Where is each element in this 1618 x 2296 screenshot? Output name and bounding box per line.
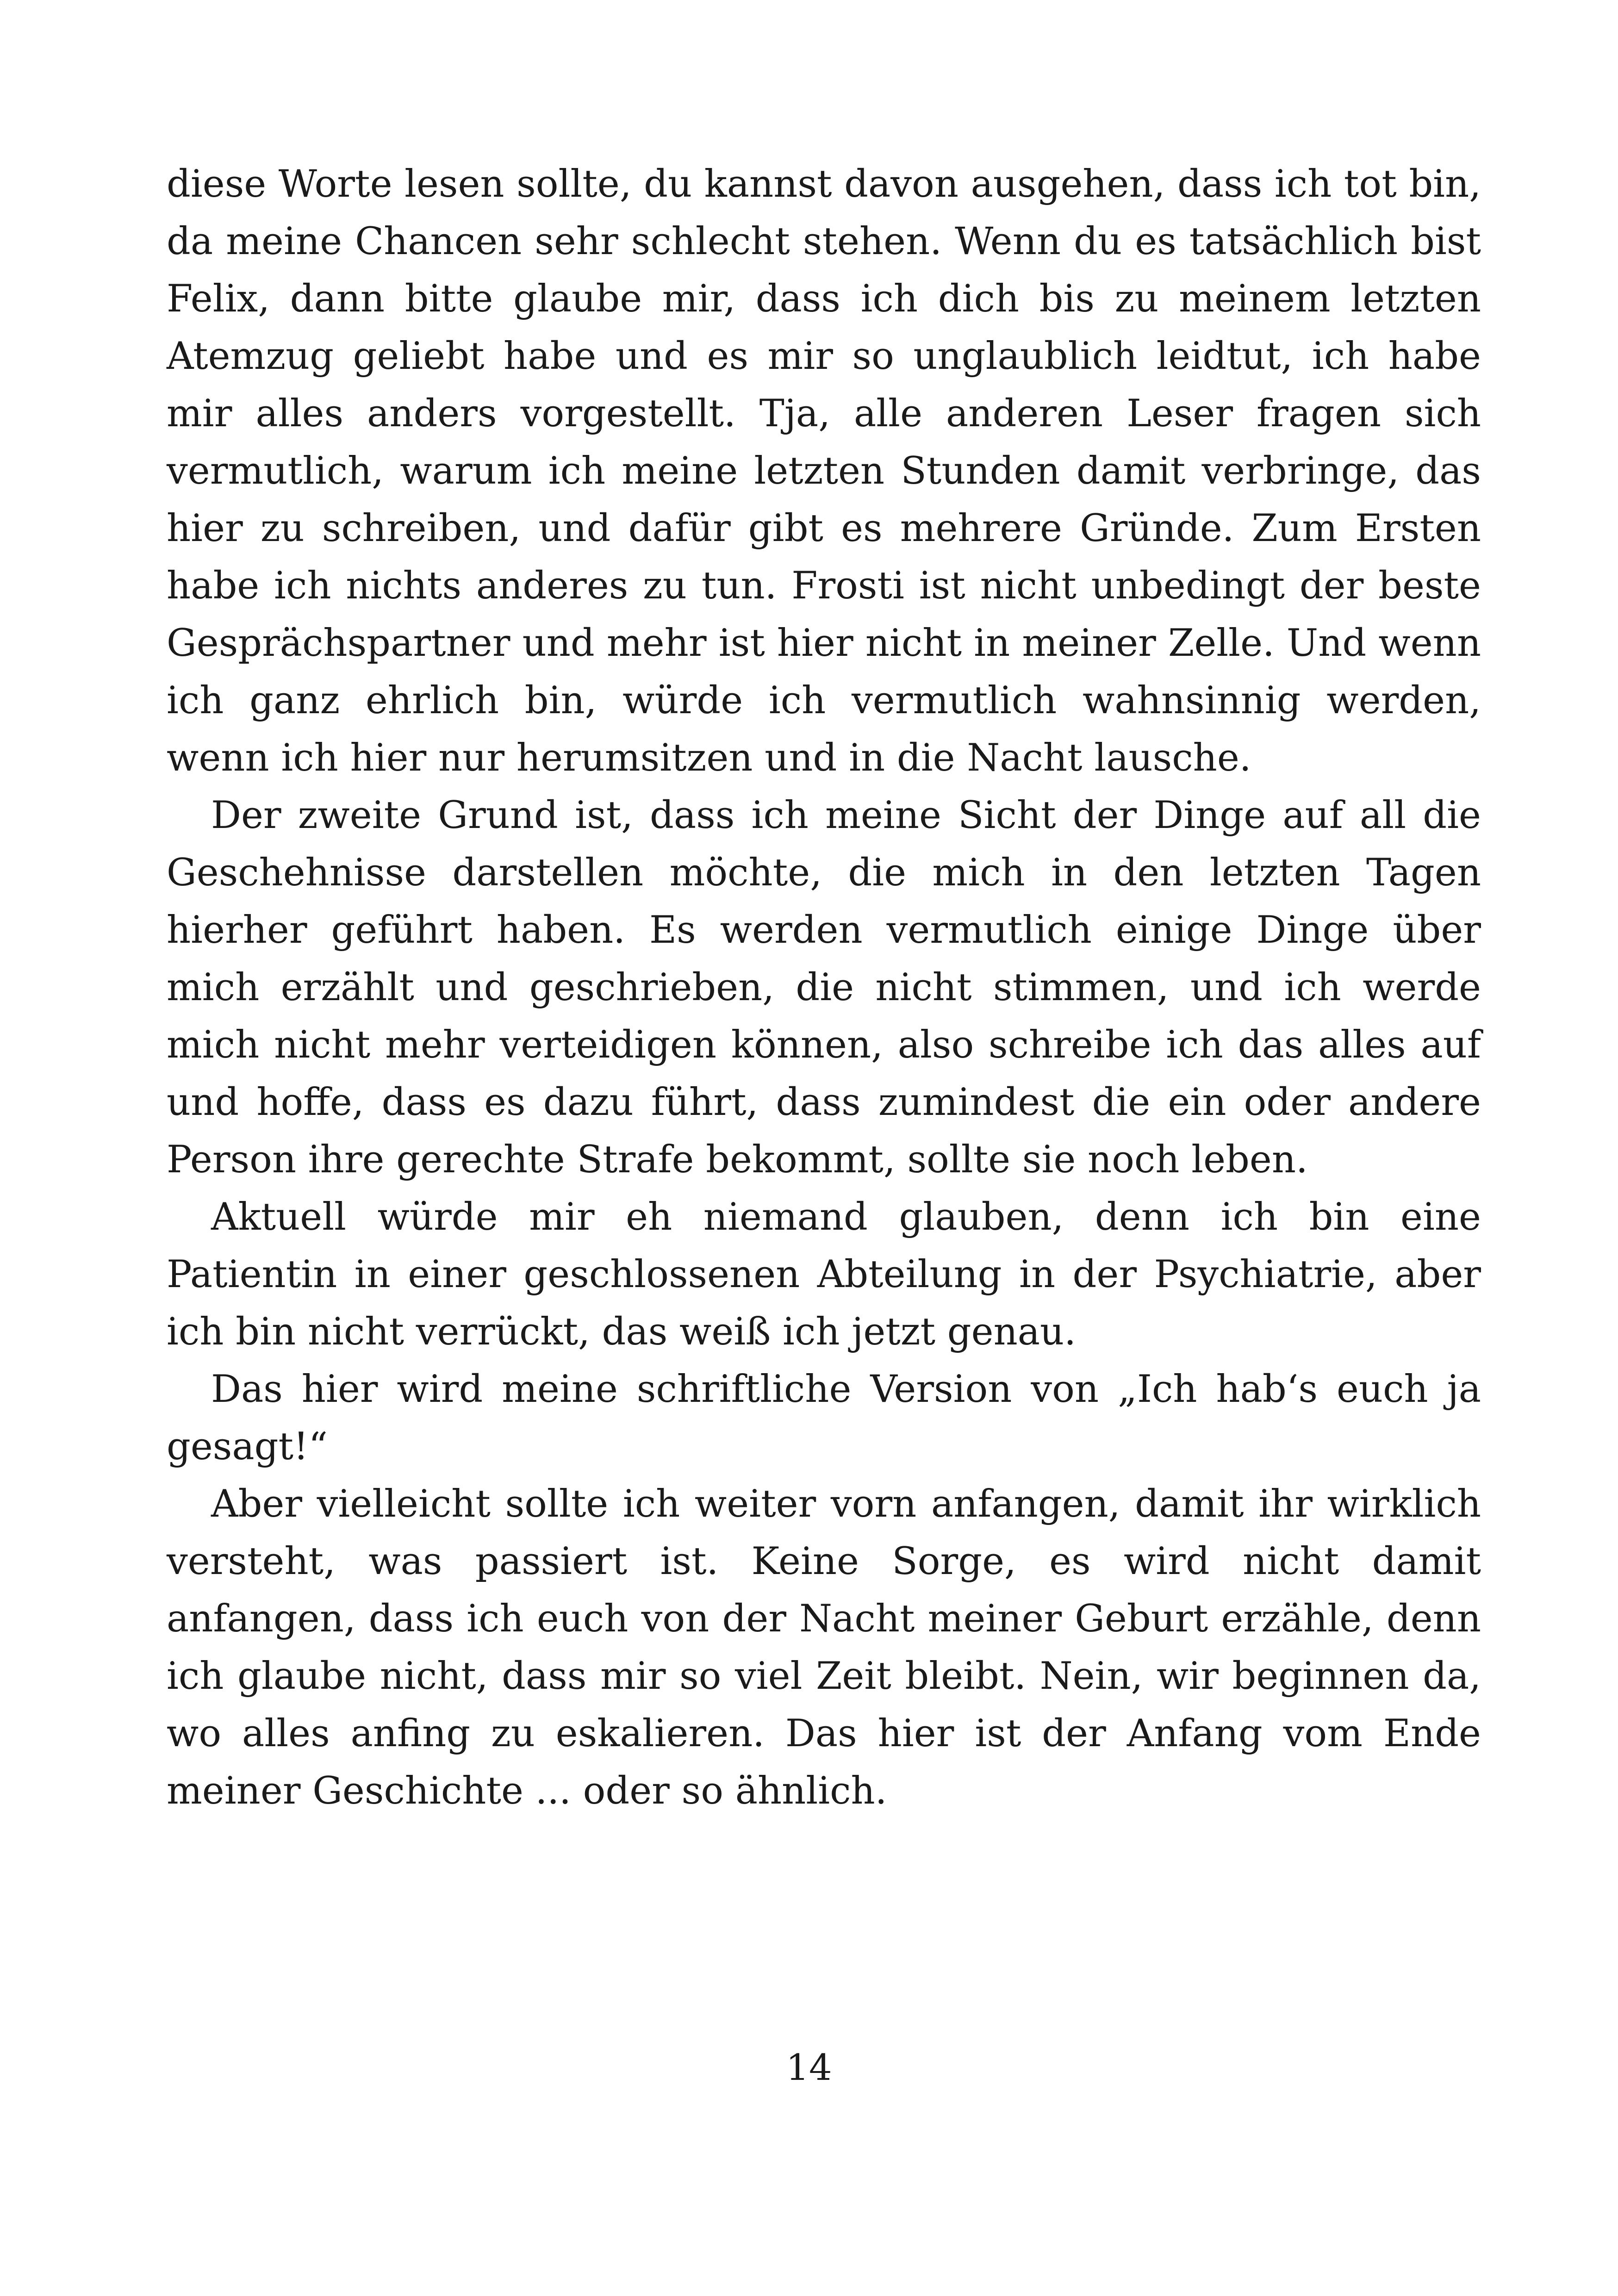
page-number: 14 [786, 2047, 832, 2089]
paragraph-3: Aktuell würde mir eh niemand glauben, denn ich bin eine Patientin in einer geschlossenen Abteilung in der Psychiatrie, aber ich bin nicht verrückt, das weiß ich jetzt genau. [167, 1195, 1481, 1354]
body-text [167, 156, 1481, 1820]
paragraph-2: Der zweite Grund ist, dass ich meine Sicht der Dinge auf all die Geschehnisse darstellen möchte, die mich in den letzten Tagen hierher geführt haben. Es werden vermutlich einige Dinge über mich erzählt und geschrieben, die nicht stimmen, und ich werde mich nicht mehr verteidigen können, also schreibe ich das alles auf und hoffe, dass es dazu führt, dass zumindest die ein oder andere Person ihre gerechte Strafe bekommt, sollte sie noch leben. [167, 794, 1481, 1182]
paragraph-4: Das hier wird meine schriftliche Version von „Ich hab‘s euch ja gesagt!“ [167, 1368, 1481, 1468]
paragraph-1: diese Worte lesen sollte, du kannst davon ausgehen, dass ich tot bin, da meine Chancen sehr schlecht stehen. Wenn du es tatsächlich bist Felix, dann bitte glaube mir, dass ich dich bis zu meinem letzten Atemzug geliebt habe und es mir so unglaublich leidtut, ich habe mir alles anders vorgestellt. Tja, alle anderen Leser fragen sich vermutlich, warum ich meine letzten Stunden damit verbringe, das hier zu schreiben, und dafür gibt es mehrere Gründe. Zum Ersten habe ich nichts anderes zu tun. Frosti ist nicht unbedingt der beste Gesprächspartner und mehr ist hier nicht in meiner Zelle. Und wenn ich ganz ehrlich bin, würde ich vermutlich wahnsinnig werden, wenn ich hier nur herumsitzen und in die Nacht lausche. [167, 162, 1481, 780]
paragraph-5: Aber vielleicht sollte ich weiter vorn anfangen, damit ihr wirklich versteht, was passiert ist. Keine Sorge, es wird nicht damit anfangen, dass ich euch von der Nacht meiner Geburt erzähle, denn ich glaube nicht, dass mir so viel Zeit bleibt. Nein, wir beginnen da, wo alles anfing zu eskalieren. Das hier ist der Anfang vom Ende meiner Geschichte ... oder so ähnlich. [167, 1482, 1481, 1813]
